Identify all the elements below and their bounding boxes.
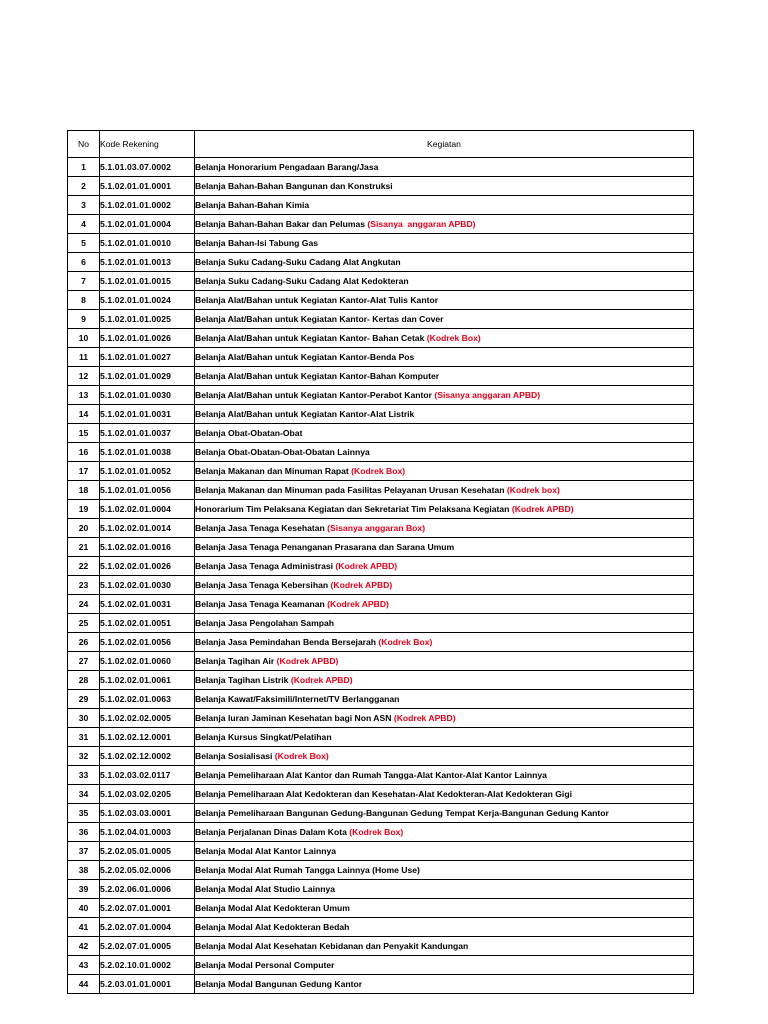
row-number: 17 — [68, 462, 100, 481]
kode-rekening: 5.1.02.01.01.0010 — [100, 234, 195, 253]
table-row — [68, 443, 694, 462]
kegiatan-note: (Sisanya anggaran Box) — [327, 522, 426, 533]
kegiatan-text: Belanja Modal Alat Studio Lainnya — [195, 883, 336, 894]
row-number: 29 — [68, 690, 100, 709]
kode-rekening: 5.2.02.05.01.0005 — [100, 842, 195, 861]
kegiatan-note: (Kodrek APBD) — [276, 655, 339, 666]
table-row — [68, 177, 694, 196]
row-number: 12 — [68, 367, 100, 386]
kegiatan-cell — [195, 576, 694, 595]
kegiatan-cell — [195, 291, 694, 310]
kegiatan-note: (Kodrek Box) — [426, 332, 481, 343]
kode-rekening: 5.1.02.02.01.0051 — [100, 614, 195, 633]
table-row — [68, 424, 694, 443]
kegiatan-text: Belanja Jasa Tenaga Kebersihan — [195, 579, 331, 590]
table-row — [68, 652, 694, 671]
kegiatan-text: Belanja Perjalanan Dinas Dalam Kota — [195, 826, 350, 837]
row-number: 41 — [68, 918, 100, 937]
kegiatan-text: Belanja Makanan dan Minuman pada Fasilitas Pelayanan Urusan Kesehatan — [195, 484, 507, 495]
table-row — [68, 462, 694, 481]
kode-rekening: 5.1.02.03.03.0001 — [100, 804, 195, 823]
kegiatan-text: Belanja Alat/Bahan untuk Kegiatan Kantor-Alat Listrik — [195, 408, 415, 419]
row-number: 13 — [68, 386, 100, 405]
table-row — [68, 690, 694, 709]
kode-rekening: 5.1.02.01.01.0024 — [100, 291, 195, 310]
kegiatan-text: Belanja Jasa Tenaga Kesehatan — [195, 522, 328, 533]
kegiatan-note: (Kodrek Box) — [351, 465, 406, 476]
kegiatan-text: Belanja Alat/Bahan untuk Kegiatan Kantor-Perabot Kantor — [195, 389, 435, 400]
table-row — [68, 557, 694, 576]
table-row — [68, 842, 694, 861]
row-number: 40 — [68, 899, 100, 918]
kegiatan-cell — [195, 557, 694, 576]
kode-rekening: 5.1.02.02.01.0031 — [100, 595, 195, 614]
table-header-row — [68, 131, 694, 158]
table-row — [68, 386, 694, 405]
row-number: 36 — [68, 823, 100, 842]
kegiatan-cell — [195, 462, 694, 481]
kegiatan-note: (Kodrek APBD) — [290, 674, 353, 685]
header-kegiatan: Kegiatan — [195, 131, 694, 158]
row-number: 33 — [68, 766, 100, 785]
kegiatan-cell — [195, 367, 694, 386]
kegiatan-text: Belanja Jasa Tenaga Keamanan — [195, 598, 328, 609]
row-number: 31 — [68, 728, 100, 747]
row-number: 22 — [68, 557, 100, 576]
row-number: 14 — [68, 405, 100, 424]
kegiatan-text: Belanja Suku Cadang-Suku Cadang Alat Angkutan — [195, 256, 401, 267]
kode-rekening: 5.1.02.01.01.0052 — [100, 462, 195, 481]
kegiatan-cell — [195, 937, 694, 956]
kegiatan-text: Belanja Obat-Obatan-Obat — [195, 427, 303, 438]
kegiatan-cell — [195, 443, 694, 462]
table-row — [68, 272, 694, 291]
kegiatan-cell — [195, 747, 694, 766]
kegiatan-cell — [195, 652, 694, 671]
kegiatan-text: Honorarium Tim Pelaksana Kegiatan dan Sekretariat Tim Pelaksana Kegiatan — [195, 503, 512, 514]
kode-rekening: 5.1.02.03.02.0117 — [100, 766, 195, 785]
row-number: 20 — [68, 519, 100, 538]
table-row — [68, 880, 694, 899]
row-number: 19 — [68, 500, 100, 519]
table-row — [68, 367, 694, 386]
row-number: 9 — [68, 310, 100, 329]
kode-rekening: 5.1.02.01.01.0029 — [100, 367, 195, 386]
kode-rekening: 5.2.03.01.01.0001 — [100, 975, 195, 994]
kode-rekening: 5.1.02.03.02.0205 — [100, 785, 195, 804]
kode-rekening: 5.2.02.10.01.0002 — [100, 956, 195, 975]
kegiatan-text: Belanja Kawat/Faksimili/Internet/TV Berlangganan — [195, 693, 400, 704]
row-number: 24 — [68, 595, 100, 614]
table-row — [68, 728, 694, 747]
kegiatan-cell — [195, 158, 694, 177]
kegiatan-text: Belanja Pemeliharaan Bangunan Gedung-Bangunan Gedung Tempat Kerja-Bangunan Gedung Kantor — [195, 807, 609, 818]
kegiatan-text: Belanja Sosialisasi — [195, 750, 275, 761]
table-row — [68, 975, 694, 994]
row-number: 23 — [68, 576, 100, 595]
kegiatan-text: Belanja Modal Bangunan Gedung Kantor — [195, 978, 363, 989]
table-row — [68, 196, 694, 215]
table-row — [68, 823, 694, 842]
table-row — [68, 519, 694, 538]
kegiatan-cell — [195, 975, 694, 994]
kegiatan-cell — [195, 329, 694, 348]
row-number: 35 — [68, 804, 100, 823]
kegiatan-cell — [195, 215, 694, 234]
budget-table — [67, 130, 694, 994]
kegiatan-text: Belanja Tagihan Listrik — [195, 674, 291, 685]
row-number: 16 — [68, 443, 100, 462]
kode-rekening: 5.1.02.01.01.0031 — [100, 405, 195, 424]
kegiatan-note: (Kodrek APBD) — [327, 598, 389, 609]
kode-rekening: 5.1.02.04.01.0003 — [100, 823, 195, 842]
kode-rekening: 5.1.02.01.01.0056 — [100, 481, 195, 500]
row-number: 3 — [68, 196, 100, 215]
table-row — [68, 310, 694, 329]
row-number: 25 — [68, 614, 100, 633]
table-row — [68, 899, 694, 918]
kegiatan-cell — [195, 500, 694, 519]
row-number: 27 — [68, 652, 100, 671]
kegiatan-cell — [195, 766, 694, 785]
kegiatan-text: Belanja Pemeliharaan Alat Kedokteran dan Kesehatan-Alat Kedokteran-Alat Kedokteran Gigi — [195, 788, 572, 799]
kode-rekening: 5.1.02.01.01.0037 — [100, 424, 195, 443]
kode-rekening: 5.1.02.02.01.0056 — [100, 633, 195, 652]
table-row — [68, 405, 694, 424]
kegiatan-text: Belanja Alat/Bahan untuk Kegiatan Kantor-Alat Tulis Kantor — [195, 294, 439, 305]
kode-rekening: 5.1.02.01.01.0002 — [100, 196, 195, 215]
kode-rekening: 5.1.02.01.01.0027 — [100, 348, 195, 367]
kode-rekening: 5.1.02.01.01.0026 — [100, 329, 195, 348]
kegiatan-text: Belanja Modal Alat Kesehatan Kebidanan dan Penyakit Kandungan — [195, 940, 469, 951]
kode-rekening: 5.2.02.07.01.0001 — [100, 899, 195, 918]
kegiatan-cell — [195, 785, 694, 804]
kode-rekening: 5.1.02.02.01.0030 — [100, 576, 195, 595]
row-number: 44 — [68, 975, 100, 994]
kegiatan-text: Belanja Modal Alat Kantor Lainnya — [195, 845, 337, 856]
kegiatan-text: Belanja Jasa Tenaga Penanganan Prasarana dan Sarana Umum — [195, 541, 455, 552]
table-row — [68, 747, 694, 766]
kegiatan-text: Belanja Bahan-Bahan Bangunan dan Konstruksi — [195, 180, 393, 191]
row-number: 5 — [68, 234, 100, 253]
kode-rekening: 5.1.02.01.01.0030 — [100, 386, 195, 405]
kegiatan-cell — [195, 424, 694, 443]
row-number: 42 — [68, 937, 100, 956]
kegiatan-cell — [195, 177, 694, 196]
table-row — [68, 538, 694, 557]
row-number: 38 — [68, 861, 100, 880]
kegiatan-cell — [195, 899, 694, 918]
table-row — [68, 500, 694, 519]
kegiatan-text: Belanja Bahan-Bahan Kimia — [195, 199, 310, 210]
kegiatan-text: Belanja Alat/Bahan untuk Kegiatan Kantor- Kertas dan Cover — [195, 313, 444, 324]
kegiatan-cell — [195, 861, 694, 880]
table-row — [68, 918, 694, 937]
kode-rekening: 5.1.02.02.12.0001 — [100, 728, 195, 747]
table-row — [68, 291, 694, 310]
table-row — [68, 481, 694, 500]
kegiatan-cell — [195, 519, 694, 538]
kegiatan-cell — [195, 405, 694, 424]
kegiatan-text: Belanja Modal Alat Kedokteran Bedah — [195, 921, 350, 932]
kegiatan-note: (Sisanya anggaran APBD) — [434, 389, 541, 400]
table-body — [68, 158, 694, 994]
kode-rekening: 5.1.01.03.07.0002 — [100, 158, 195, 177]
row-number: 32 — [68, 747, 100, 766]
row-number: 21 — [68, 538, 100, 557]
kode-rekening: 5.1.02.02.01.0004 — [100, 500, 195, 519]
kegiatan-text: Belanja Iuran Jaminan Kesehatan bagi Non ASN — [195, 712, 394, 723]
table-row — [68, 576, 694, 595]
kegiatan-cell — [195, 386, 694, 405]
kode-rekening: 5.2.02.06.01.0006 — [100, 880, 195, 899]
table-row — [68, 234, 694, 253]
row-number: 43 — [68, 956, 100, 975]
kegiatan-cell — [195, 956, 694, 975]
table-row — [68, 348, 694, 367]
kegiatan-cell — [195, 196, 694, 215]
row-number: 2 — [68, 177, 100, 196]
kode-rekening: 5.2.02.05.02.0006 — [100, 861, 195, 880]
table-row — [68, 215, 694, 234]
row-number: 6 — [68, 253, 100, 272]
kegiatan-cell — [195, 272, 694, 291]
kegiatan-note: (Kodrek APBD) — [511, 503, 574, 514]
row-number: 8 — [68, 291, 100, 310]
kode-rekening: 5.1.02.02.01.0061 — [100, 671, 195, 690]
kegiatan-cell — [195, 538, 694, 557]
kegiatan-note: (Kodrek APBD) — [330, 579, 393, 590]
kegiatan-cell — [195, 614, 694, 633]
row-number: 1 — [68, 158, 100, 177]
row-number: 26 — [68, 633, 100, 652]
kegiatan-text: Belanja Alat/Bahan untuk Kegiatan Kantor-Bahan Komputer — [195, 370, 440, 381]
row-number: 28 — [68, 671, 100, 690]
kegiatan-text: Belanja Pemeliharaan Alat Kantor dan Rumah Tangga-Alat Kantor-Alat Kantor Lainnya — [195, 769, 547, 780]
table-row — [68, 709, 694, 728]
header-no: No — [68, 131, 100, 158]
kegiatan-text: Belanja Modal Alat Kedokteran Umum — [195, 902, 350, 913]
kegiatan-cell — [195, 481, 694, 500]
kegiatan-cell — [195, 804, 694, 823]
kegiatan-cell — [195, 823, 694, 842]
kode-rekening: 5.1.02.01.01.0004 — [100, 215, 195, 234]
kegiatan-cell — [195, 595, 694, 614]
kegiatan-text: Belanja Jasa Pengolahan Sampah — [195, 617, 334, 628]
kode-rekening: 5.1.02.01.01.0013 — [100, 253, 195, 272]
kode-rekening: 5.1.02.01.01.0025 — [100, 310, 195, 329]
kegiatan-note: (Kodrek APBD) — [393, 712, 456, 723]
kode-rekening: 5.2.02.07.01.0004 — [100, 918, 195, 937]
table-row — [68, 614, 694, 633]
kegiatan-cell — [195, 690, 694, 709]
kegiatan-cell — [195, 633, 694, 652]
table-row — [68, 633, 694, 652]
row-number: 34 — [68, 785, 100, 804]
kegiatan-cell — [195, 253, 694, 272]
kegiatan-text: Belanja Makanan dan Minuman Rapat — [195, 465, 352, 476]
kode-rekening: 5.1.02.02.01.0016 — [100, 538, 195, 557]
kegiatan-text: Belanja Bahan-Isi Tabung Gas — [195, 237, 319, 248]
kegiatan-cell — [195, 671, 694, 690]
header-kode-rekening: Kode Rekening — [100, 131, 195, 158]
kode-rekening: 5.1.02.02.02.0005 — [100, 709, 195, 728]
table-row — [68, 329, 694, 348]
kegiatan-cell — [195, 709, 694, 728]
kode-rekening: 5.1.02.02.01.0014 — [100, 519, 195, 538]
row-number: 37 — [68, 842, 100, 861]
kegiatan-cell — [195, 348, 694, 367]
table-row — [68, 671, 694, 690]
row-number: 4 — [68, 215, 100, 234]
kegiatan-text: Belanja Alat/Bahan untuk Kegiatan Kantor-Benda Pos — [195, 351, 415, 362]
kegiatan-cell — [195, 234, 694, 253]
kegiatan-text: Belanja Bahan-Bahan Bakar dan Pelumas — [195, 218, 368, 229]
kegiatan-text: Belanja Honorarium Pengadaan Barang/Jasa — [195, 161, 379, 172]
kode-rekening: 5.1.02.01.01.0001 — [100, 177, 195, 196]
table-row — [68, 158, 694, 177]
table-row — [68, 253, 694, 272]
kegiatan-text: Belanja Alat/Bahan untuk Kegiatan Kantor- Bahan Cetak — [195, 332, 427, 343]
kegiatan-cell — [195, 310, 694, 329]
kegiatan-text: Belanja Suku Cadang-Suku Cadang Alat Kedokteran — [195, 275, 409, 286]
kegiatan-text: Belanja Jasa Pemindahan Benda Bersejarah — [195, 636, 379, 647]
kode-rekening: 5.1.02.02.01.0026 — [100, 557, 195, 576]
table-row — [68, 766, 694, 785]
table-row — [68, 937, 694, 956]
kegiatan-text: Belanja Obat-Obatan-Obat-Obatan Lainnya — [195, 446, 370, 457]
kegiatan-cell — [195, 728, 694, 747]
table-row — [68, 804, 694, 823]
kode-rekening: 5.1.02.01.01.0038 — [100, 443, 195, 462]
row-number: 39 — [68, 880, 100, 899]
table-row — [68, 956, 694, 975]
row-number: 10 — [68, 329, 100, 348]
kode-rekening: 5.2.02.07.01.0005 — [100, 937, 195, 956]
table-row — [68, 595, 694, 614]
kegiatan-note: (Kodrek box) — [506, 484, 560, 495]
row-number: 11 — [68, 348, 100, 367]
table-row — [68, 861, 694, 880]
kegiatan-note: (Kodrek Box) — [349, 826, 404, 837]
row-number: 15 — [68, 424, 100, 443]
kode-rekening: 5.1.02.01.01.0015 — [100, 272, 195, 291]
table-row — [68, 785, 694, 804]
kegiatan-cell — [195, 842, 694, 861]
kode-rekening: 5.1.02.02.12.0002 — [100, 747, 195, 766]
row-number: 18 — [68, 481, 100, 500]
kegiatan-text: Belanja Modal Alat Rumah Tangga Lainnya (Home Use) — [195, 864, 420, 875]
kegiatan-text: Belanja Modal Personal Computer — [195, 959, 335, 970]
row-number: 30 — [68, 709, 100, 728]
kegiatan-note: (Kodrek APBD) — [335, 560, 398, 571]
kegiatan-text: Belanja Kursus Singkat/Pelatihan — [195, 731, 332, 742]
kode-rekening: 5.1.02.02.01.0060 — [100, 652, 195, 671]
row-number: 7 — [68, 272, 100, 291]
kegiatan-text: Belanja Tagihan Air — [195, 655, 277, 666]
kegiatan-note: (Kodrek Box) — [378, 636, 433, 647]
kegiatan-note: (Sisanya anggaran APBD) — [367, 218, 476, 229]
kegiatan-cell — [195, 918, 694, 937]
kode-rekening: 5.1.02.02.01.0063 — [100, 690, 195, 709]
kegiatan-cell — [195, 880, 694, 899]
kegiatan-text: Belanja Jasa Tenaga Administrasi — [195, 560, 336, 571]
kegiatan-note: (Kodrek Box) — [274, 750, 329, 761]
